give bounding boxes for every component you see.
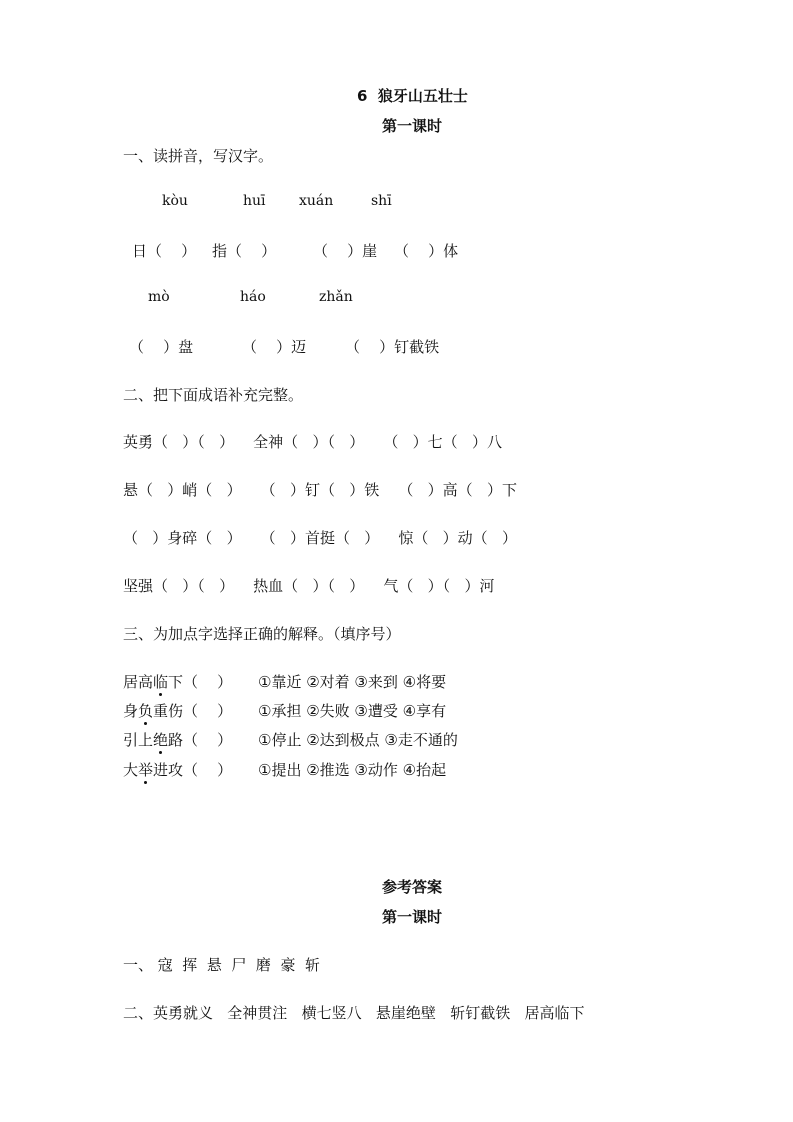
char-blank: （ ）迈 bbox=[242, 338, 307, 356]
pinyin: xuán bbox=[299, 193, 334, 209]
pinyin: kòu bbox=[162, 193, 188, 209]
char-blank: （ ）钉截铁 bbox=[345, 338, 440, 356]
char-blank: 日（ ） bbox=[132, 242, 197, 260]
idiom-row: 坚强（ ）（ ） 热血（ ）（ ） 气（ ）（ ）河 bbox=[123, 577, 495, 595]
char-blank: （ ）盘 bbox=[129, 338, 194, 356]
answers-lesson: 第一课时 bbox=[382, 908, 443, 926]
options: ①承担 ②失败 ③遭受 ④享有 bbox=[258, 702, 447, 720]
phrase-item: 身负 重伤（ ） bbox=[123, 700, 232, 721]
char-blank: （ ）体 bbox=[394, 242, 459, 260]
section3-heading: 三、为加点字选择正确的解释。（填序号） bbox=[123, 625, 401, 643]
dotted-char: 临 bbox=[153, 671, 168, 692]
phrase-item: 居高临 下（ ） bbox=[123, 671, 232, 692]
dotted-char: 绝 bbox=[153, 729, 168, 750]
phrase-item: 大举 进攻（ ） bbox=[123, 759, 232, 780]
pinyin: mò bbox=[148, 289, 170, 305]
section1-heading: 一、读拼音，写汉字。 bbox=[123, 147, 274, 165]
pinyin: huī bbox=[243, 193, 266, 209]
dotted-char: 举 bbox=[138, 759, 153, 780]
pinyin: háo bbox=[240, 289, 266, 305]
char-blank: （ ）崖 bbox=[313, 242, 378, 260]
dotted-char: 负 bbox=[138, 700, 153, 721]
idiom-row: （ ）身碎（ ） （ ）首挺（ ） 惊（ ）动（ ） bbox=[123, 529, 517, 547]
answer-line: 二、英勇就义 全神贯注 横七竖八 悬崖绝壁 斩钉截铁 居高临下 bbox=[123, 1004, 585, 1022]
options: ①靠近 ②对着 ③来到 ④将要 bbox=[258, 673, 447, 691]
char-blank: 指（ ） bbox=[212, 242, 277, 260]
pinyin: zhǎn bbox=[319, 289, 353, 305]
options: ①提出 ②推选 ③动作 ④抬起 bbox=[258, 761, 447, 779]
phrase-item: 引上绝 路（ ） bbox=[123, 729, 232, 750]
section2-heading: 二、把下面成语补充完整。 bbox=[123, 386, 304, 404]
options: ①停止 ②达到极点 ③走不通的 bbox=[258, 731, 458, 749]
pinyin: shī bbox=[371, 193, 392, 209]
answers-title: 参考答案 bbox=[382, 878, 443, 896]
idiom-row: 英勇（ ）（ ） 全神（ ）（ ） （ ）七（ ）八 bbox=[123, 433, 502, 451]
answer-line: 一、 寇 挥 悬 尸 磨 豪 斩 bbox=[123, 956, 320, 974]
lesson-title: 第一课时 bbox=[382, 117, 443, 135]
page-title: 6 狼牙山五壮士 bbox=[357, 87, 468, 105]
idiom-row: 悬（ ）峭（ ） （ ）钉（ ）铁 （ ）高（ ）下 bbox=[123, 481, 517, 499]
